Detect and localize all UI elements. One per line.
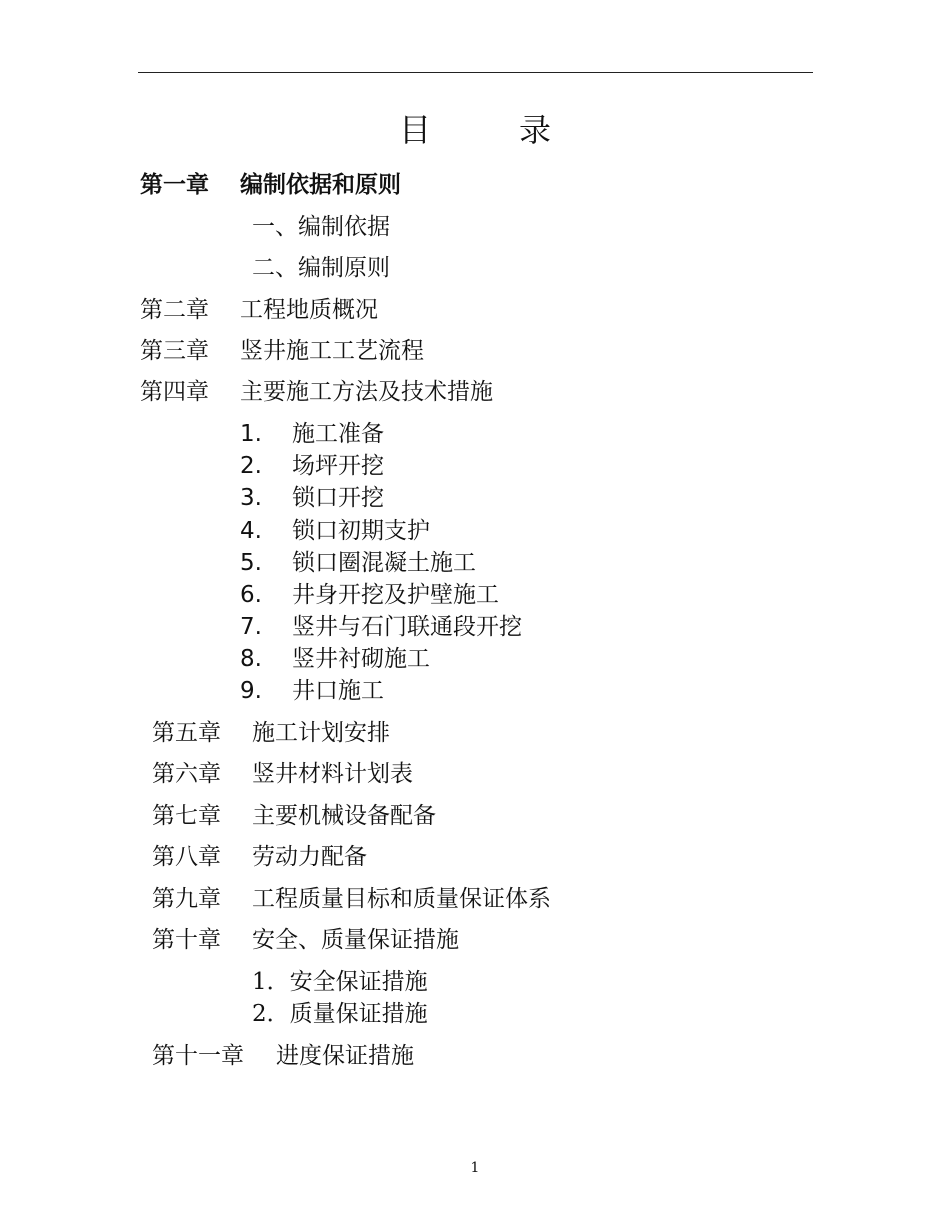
chapter-label: 第八章 xyxy=(152,844,221,870)
page-title: 目录 xyxy=(398,111,639,149)
chapter-label: 第十章 xyxy=(152,927,221,953)
item-text: 锁口开挖 xyxy=(292,485,384,511)
chapter-label: 第四章 xyxy=(140,379,209,405)
item-number: 8. xyxy=(240,646,262,672)
toc-chapter-1[interactable] xyxy=(140,170,401,200)
item-number: 2. xyxy=(240,453,262,479)
item-text: 施工准备 xyxy=(292,421,384,447)
toc-chapter-5[interactable] xyxy=(152,718,390,748)
chapter-label: 第三章 xyxy=(140,338,209,364)
toc-subitem[interactable] xyxy=(240,612,522,642)
toc-chapter-10[interactable] xyxy=(152,925,459,955)
chapter-title: 劳动力配备 xyxy=(252,844,367,870)
toc-subitem[interactable]: 1．安全保证措施 xyxy=(252,969,428,995)
toc-subitem[interactable]: 一、编制依据 xyxy=(252,214,390,240)
toc-subitem[interactable]: 二、编制原则 xyxy=(252,255,390,281)
toc-chapter-11[interactable] xyxy=(152,1041,414,1071)
item-text: 井身开挖及护壁施工 xyxy=(292,582,499,608)
item-text: 锁口初期支护 xyxy=(292,518,430,544)
chapter-title: 进度保证措施 xyxy=(276,1043,414,1069)
toc-chapter-4[interactable] xyxy=(140,377,493,407)
toc-subitem[interactable]: 2．质量保证措施 xyxy=(252,1001,428,1027)
toc-subitem[interactable] xyxy=(240,676,384,706)
toc-subitem[interactable] xyxy=(240,451,384,481)
item-number: 3. xyxy=(240,485,262,511)
item-text: 场坪开挖 xyxy=(292,453,384,479)
toc-chapter-3[interactable] xyxy=(140,336,424,366)
item-number: 9. xyxy=(240,678,262,704)
toc-subitem[interactable] xyxy=(240,516,430,546)
toc-chapter-6[interactable] xyxy=(152,759,413,789)
chapter-title: 工程质量目标和质量保证体系 xyxy=(252,886,551,912)
toc-subitem[interactable] xyxy=(240,644,430,674)
item-number: 1. xyxy=(240,421,262,447)
page-number: 1 xyxy=(470,1160,480,1176)
toc-subitem[interactable] xyxy=(240,580,499,610)
chapter-title: 竖井材料计划表 xyxy=(252,761,413,787)
chapter-title: 安全、质量保证措施 xyxy=(252,927,459,953)
toc-subitem[interactable] xyxy=(240,483,384,513)
chapter-title: 工程地质概况 xyxy=(240,297,378,323)
toc-chapter-8[interactable] xyxy=(152,842,367,872)
toc-chapter-9[interactable] xyxy=(152,884,551,914)
item-text: 锁口圈混凝土施工 xyxy=(292,550,476,576)
chapter-label: 第二章 xyxy=(140,297,209,323)
toc-chapter-2[interactable] xyxy=(140,295,378,325)
item-number: 4. xyxy=(240,518,262,544)
chapter-label: 第一章 xyxy=(140,172,209,198)
item-text: 井口施工 xyxy=(292,678,384,704)
toc-subitem[interactable] xyxy=(240,548,476,578)
chapter-title: 竖井施工工艺流程 xyxy=(240,338,424,364)
item-number: 6. xyxy=(240,582,262,608)
chapter-label: 第五章 xyxy=(152,720,221,746)
chapter-title: 主要机械设备配备 xyxy=(252,803,436,829)
toc-subitem[interactable] xyxy=(240,419,384,449)
chapter-title: 主要施工方法及技术措施 xyxy=(240,379,493,405)
chapter-label: 第十一章 xyxy=(152,1043,244,1069)
chapter-title: 施工计划安排 xyxy=(252,720,390,746)
chapter-title: 编制依据和原则 xyxy=(240,172,401,198)
item-number: 7. xyxy=(240,614,262,640)
chapter-label: 第九章 xyxy=(152,886,221,912)
item-text: 竖井衬砌施工 xyxy=(292,646,430,672)
header-rule xyxy=(138,72,813,73)
item-text: 竖井与石门联通段开挖 xyxy=(292,614,522,640)
chapter-label: 第七章 xyxy=(152,803,221,829)
item-number: 5. xyxy=(240,550,262,576)
chapter-label: 第六章 xyxy=(152,761,221,787)
toc-chapter-7[interactable] xyxy=(152,801,436,831)
